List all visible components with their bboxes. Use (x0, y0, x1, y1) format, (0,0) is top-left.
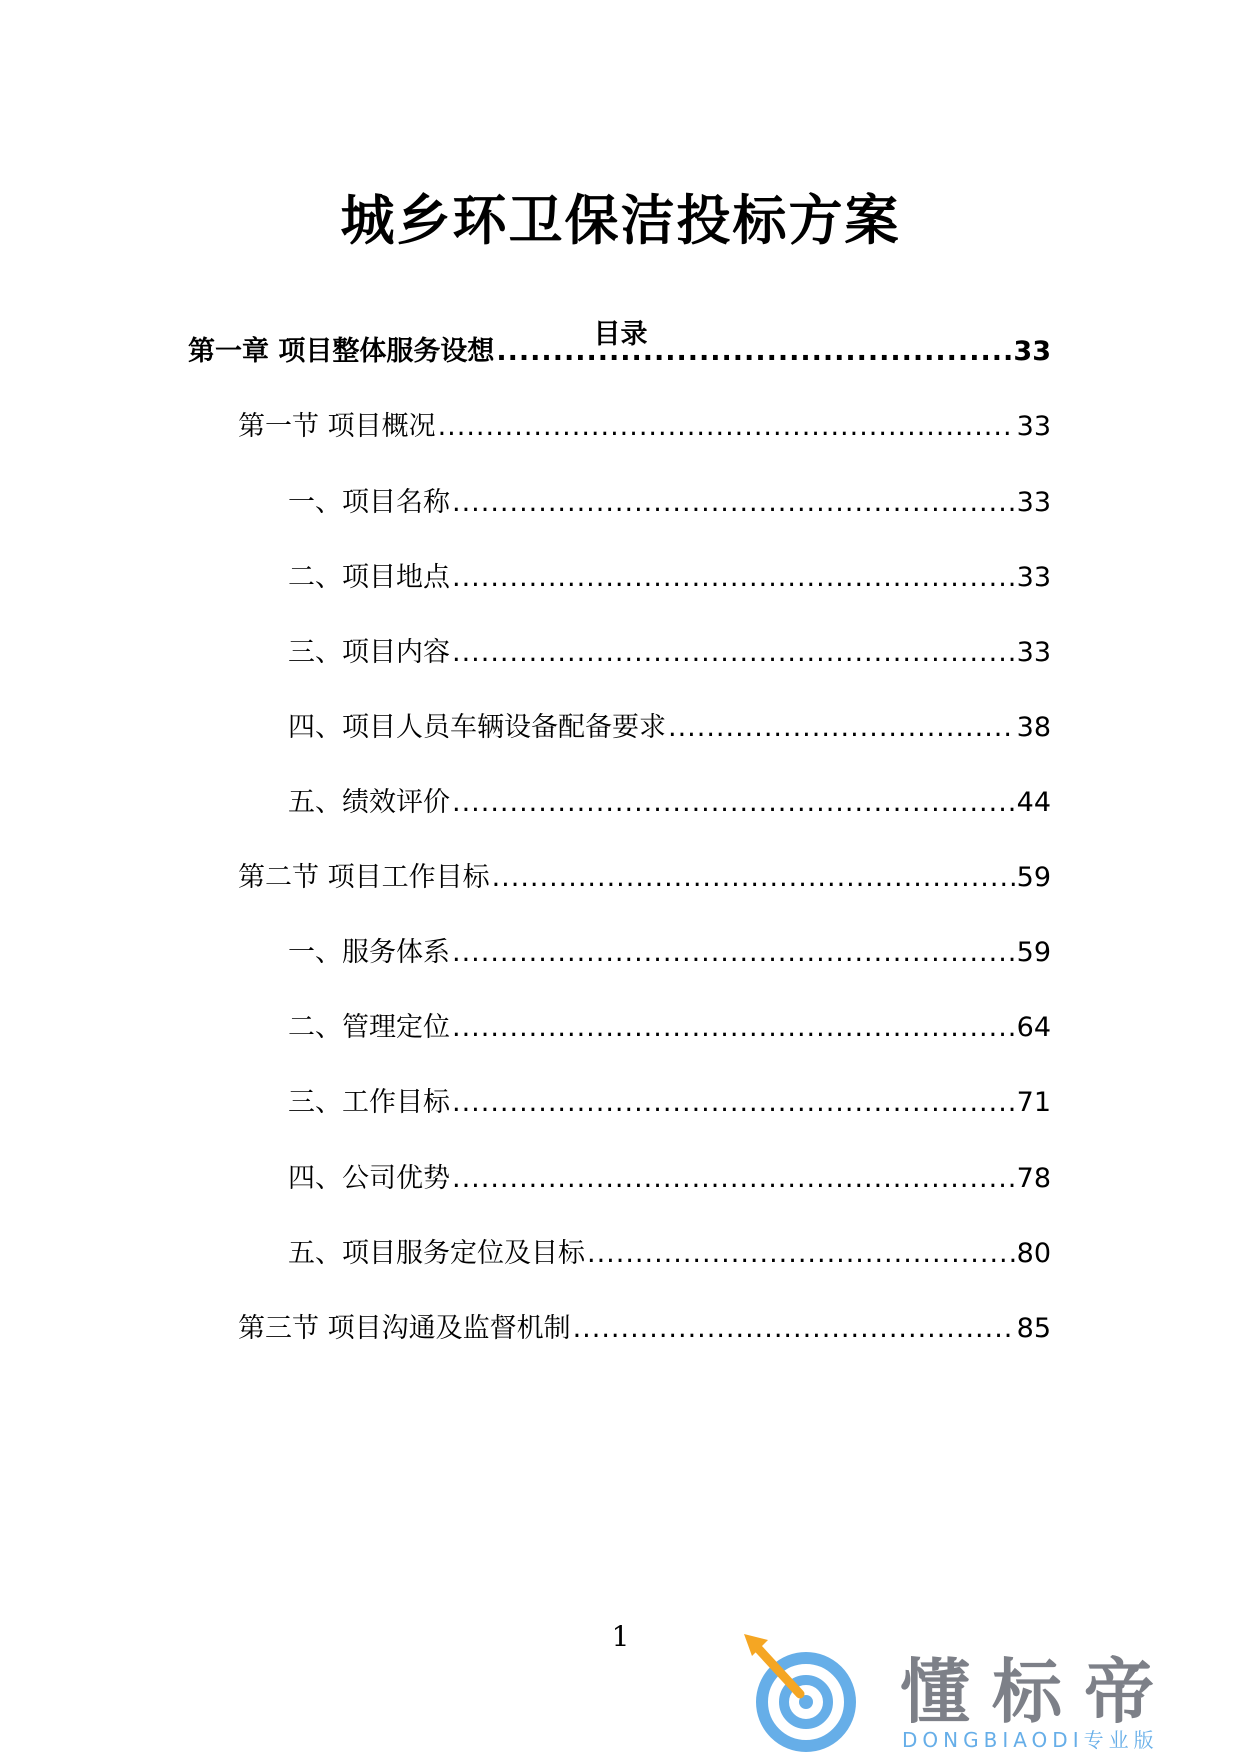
toc-entry-page: 80 (1016, 1238, 1051, 1269)
toc-entry-page: 33 (1016, 562, 1051, 593)
toc-leader-dots (452, 1085, 1015, 1121)
toc-leader-dots (573, 1311, 1015, 1347)
toc-leader-dots (587, 1236, 1015, 1272)
toc-entry[interactable] (288, 785, 1051, 821)
toc-entry-page: 33 (1016, 411, 1051, 442)
toc-entry-label: 三、项目内容 (288, 637, 450, 668)
toc-entry[interactable] (288, 485, 1051, 521)
toc-entry[interactable] (288, 635, 1051, 671)
toc-entry-page: 85 (1016, 1313, 1051, 1344)
toc-entry-label: 二、项目地点 (288, 562, 450, 593)
watermark-brand-name: 懂标帝 (900, 1651, 1176, 1733)
toc-entry[interactable] (238, 1311, 1051, 1347)
watermark-brand-subtitle: DONGBIAODI专业版 (902, 1728, 1159, 1752)
toc-entry[interactable] (238, 409, 1051, 445)
toc-leader-dots (438, 409, 1015, 445)
toc-leader-dots (492, 860, 1015, 896)
toc-entry-page: 59 (1016, 862, 1051, 893)
toc-leader-dots (452, 935, 1015, 971)
toc-entry-label: 二、管理定位 (288, 1012, 450, 1043)
toc-entry-label: 第一章 项目整体服务设想 (188, 336, 495, 367)
toc-entry-label: 第二节 项目工作目标 (238, 862, 490, 893)
toc-entry-label: 五、绩效评价 (288, 787, 450, 818)
toc-entry[interactable] (288, 1236, 1051, 1272)
toc-entry[interactable] (238, 860, 1051, 896)
document-title: 城乡环卫保洁投标方案 (340, 189, 901, 252)
watermark (740, 1630, 1220, 1754)
toc-leader-dots (452, 635, 1015, 671)
toc-leader-dots (452, 560, 1015, 596)
toc-entry-page: 78 (1016, 1163, 1051, 1194)
toc-entry-page: 33 (1016, 487, 1051, 518)
toc-entry[interactable] (288, 710, 1051, 746)
toc-entry-page: 71 (1016, 1087, 1051, 1118)
toc-entry[interactable] (288, 560, 1051, 596)
toc-leader-dots (496, 334, 1011, 370)
toc-entry-label: 第三节 项目沟通及监督机制 (238, 1313, 571, 1344)
target-arrow-icon (740, 1630, 870, 1754)
toc-leader-dots (452, 1161, 1015, 1197)
toc-entry-label: 三、工作目标 (288, 1087, 450, 1118)
toc-leader-dots (452, 1010, 1015, 1046)
toc-entry-page: 59 (1016, 937, 1051, 968)
toc-entry-page: 33 (1013, 336, 1051, 367)
toc-entry-label: 一、服务体系 (288, 937, 450, 968)
toc-entry[interactable] (288, 1010, 1051, 1046)
toc-leader-dots (452, 785, 1015, 821)
toc-entry-page: 38 (1016, 712, 1051, 743)
page-number: 1 (611, 1620, 630, 1653)
toc-entry[interactable] (288, 1085, 1051, 1121)
toc-entry-page: 64 (1016, 1012, 1051, 1043)
toc-entry-label: 第一节 项目概况 (238, 411, 436, 442)
toc-entry[interactable] (288, 1161, 1051, 1197)
toc-entry-label: 四、公司优势 (288, 1163, 450, 1194)
toc-entry-label: 一、项目名称 (288, 487, 450, 518)
toc-entry-label: 五、项目服务定位及目标 (288, 1238, 585, 1269)
toc-leader-dots (668, 710, 1015, 746)
toc-entry[interactable] (288, 935, 1051, 971)
toc-entry-page: 33 (1016, 637, 1051, 668)
toc-entry[interactable] (188, 334, 1051, 370)
toc-leader-dots (452, 485, 1015, 521)
toc-entry-page: 44 (1016, 787, 1051, 818)
toc-heading: 目录 (593, 319, 648, 350)
toc-entry-label: 四、项目人员车辆设备配备要求 (288, 712, 666, 743)
